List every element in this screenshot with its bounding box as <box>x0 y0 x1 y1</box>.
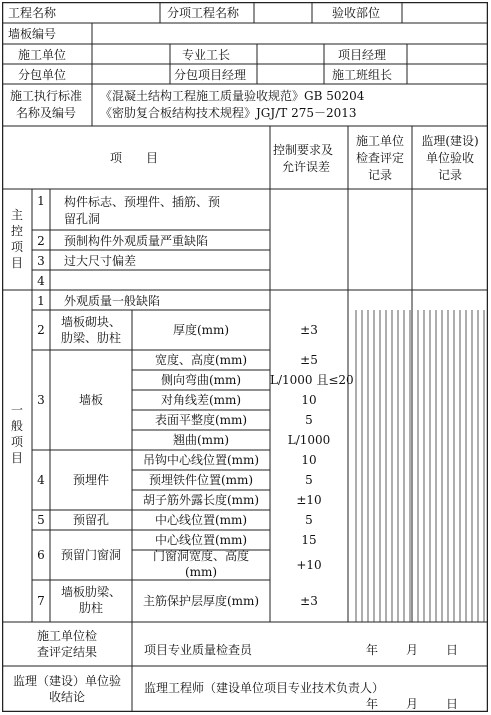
professional-foreman-field[interactable] <box>257 45 324 64</box>
wall-no-label: 墙板编号 <box>8 27 57 41</box>
g-item-7-name-2: 肋柱 <box>78 601 103 615</box>
g-item-4-no: 4 <box>37 473 45 487</box>
subcontractor-field[interactable] <box>92 65 170 84</box>
supervisor-conclusion-field[interactable] <box>133 667 487 711</box>
general-label: 一般项目 <box>10 403 23 465</box>
mc-item-3-text: 过大尺寸偏差 <box>64 254 137 268</box>
mc-item-3-no: 3 <box>37 254 45 268</box>
supervising-engineer-label: 监理工程师（建设单位项目专业技术负责人） <box>144 681 385 695</box>
supervisor-day: 日 <box>446 697 459 711</box>
project-name-field[interactable] <box>92 3 160 23</box>
g-item-7-name-1: 墙板肋梁、 <box>60 585 121 599</box>
mc-item-2-no: 2 <box>37 234 45 248</box>
g-item-3-sub-3: 对角线差(mm) <box>160 393 242 407</box>
supervisor-conclusion-label-1: 监理（建设）单位验 <box>12 674 121 688</box>
quality-inspector-label: 项目专业质量检查员 <box>144 643 253 657</box>
g-item-3-sub-1: 宽度、高度(mm) <box>154 353 248 367</box>
g-item-3-val-3: 10 <box>301 393 317 407</box>
g-item-6-val-2: +10 <box>296 558 322 572</box>
sub-project-field[interactable] <box>254 3 312 23</box>
g-item-5-no: 5 <box>37 513 45 527</box>
g-item-6-sub-2a: 门窗洞宽度、高度 <box>152 549 249 563</box>
standard-gb50204: 《混凝土结构工程施工质量验收规范》GB 50204 <box>100 89 365 103</box>
control-column-header-1: 控制要求及 <box>273 143 334 157</box>
unit-check-result-field[interactable] <box>133 623 487 665</box>
control-column-header-2: 允许误差 <box>282 160 331 174</box>
g-item-4-sub-2: 预埋铁件位置(mm) <box>148 473 254 487</box>
sub-project-manager-label: 分包项目经理 <box>174 68 247 82</box>
standard-label-line1: 施工执行标准 <box>10 89 83 103</box>
g-item-3-val-4: 5 <box>305 413 313 427</box>
g-item-6-sub-2b: (mm) <box>184 565 218 579</box>
mc-item-1-text-1: 构件标志、预埋件、插筋、预 <box>64 195 221 209</box>
g-item-2-name-2: 肋梁、肋柱 <box>60 331 121 345</box>
mc-item-1-text-2: 留孔洞 <box>64 212 101 226</box>
supervisor-month: 月 <box>406 697 419 711</box>
g-item-2-no: 2 <box>37 323 45 337</box>
g-item-5-name: 预留孔 <box>72 513 109 527</box>
g-item-3-no: 3 <box>37 393 45 407</box>
g-item-2-val: ±3 <box>300 323 318 337</box>
unit-check-month: 月 <box>406 643 419 657</box>
g-item-3-val-1: ±5 <box>300 353 318 367</box>
check-column-header-2: 检查评定 <box>355 151 404 165</box>
g-item-2-sub: 厚度(mm) <box>172 323 230 337</box>
g-item-4-sub-3: 胡子筋外露长度(mm) <box>142 493 260 507</box>
subcontractor-label: 分包单位 <box>18 68 67 82</box>
supervisor-year: 年 <box>366 697 379 711</box>
project-manager-label: 项目经理 <box>338 48 387 62</box>
g-item-6-name: 预留门窗洞 <box>60 548 121 562</box>
team-leader-label: 施工班组长 <box>332 68 393 82</box>
g-item-1-no: 1 <box>37 294 45 308</box>
construction-unit-field[interactable] <box>92 45 170 64</box>
g-item-5-sub: 中心线位置(mm) <box>154 513 248 527</box>
g-item-3-val-2: L/1000 且≤20 <box>270 373 354 387</box>
unit-check-label-2: 查评定结果 <box>36 645 97 659</box>
mc-item-4-no: 4 <box>37 274 45 288</box>
standard-label-line2: 名称及编号 <box>16 106 77 120</box>
g-item-7-no: 7 <box>37 594 45 608</box>
professional-foreman-label: 专业工长 <box>182 48 231 62</box>
g-item-6-sub-1: 中心线位置(mm) <box>154 533 248 547</box>
g-item-2-name-1: 墙板砌块、 <box>60 315 121 329</box>
unit-check-day: 日 <box>446 643 459 657</box>
g-item-3-sub-2: 侧向弯曲(mm) <box>160 373 242 387</box>
sub-project-label: 分项工程名称 <box>167 6 240 20</box>
g-item-6-val-1: 15 <box>301 533 317 547</box>
unit-check-year: 年 <box>366 643 379 657</box>
mc-item-1-no: 1 <box>37 194 45 208</box>
unit-check-label-1: 施工单位检 <box>36 629 97 643</box>
main-control-label: 主控项目 <box>10 208 23 270</box>
g-item-7-sub: 主筋保护层厚度(mm) <box>142 594 260 608</box>
acceptance-part-field[interactable] <box>402 3 487 23</box>
check-column-header-3: 记录 <box>367 168 392 182</box>
g-item-4-name: 预埋件 <box>72 473 109 487</box>
g-item-3-sub-4: 表面平整度(mm) <box>154 413 248 427</box>
wall-no-field[interactable] <box>92 24 487 44</box>
acceptance-part-label: 验收部位 <box>332 6 381 20</box>
inspection-form <box>2 2 488 712</box>
sub-project-manager-field[interactable] <box>257 65 324 84</box>
item-column-header: 项 目 <box>110 151 159 165</box>
mc-item-2-text: 预制构件外观质量严重缺陷 <box>64 234 209 248</box>
project-name-label: 工程名称 <box>8 6 57 20</box>
g-item-4-val-2: 5 <box>305 473 313 487</box>
g-item-6-no: 6 <box>37 548 45 562</box>
g-item-4-val-3: ±10 <box>296 493 322 507</box>
supervisor-conclusion-label-2: 收结论 <box>48 690 85 704</box>
g-item-3-val-5: L/1000 <box>287 433 331 447</box>
construction-unit-label: 施工单位 <box>18 48 67 62</box>
g-item-4-sub-1: 吊钩中心线位置(mm) <box>142 453 260 467</box>
super-column-header-3: 记录 <box>437 168 462 182</box>
g-item-7-val: ±3 <box>300 594 318 608</box>
super-column-header-1: 监理(建设) <box>421 134 479 148</box>
g-item-1-text: 外观质量一般缺陷 <box>64 294 161 308</box>
g-item-5-val: 5 <box>305 513 313 527</box>
g-item-4-val-1: 10 <box>301 453 317 467</box>
g-item-3-sub-5: 翘曲(mm) <box>172 433 230 447</box>
project-manager-field[interactable] <box>407 45 487 64</box>
standard-jgj275: 《密肋复合板结构技术规程》JGJ/T 275－2013 <box>100 106 357 120</box>
super-column-header-2: 单位验收 <box>425 151 474 165</box>
check-column-header-1: 施工单位 <box>355 134 404 148</box>
g-item-3-name: 墙板 <box>78 393 103 407</box>
team-leader-field[interactable] <box>407 65 487 84</box>
